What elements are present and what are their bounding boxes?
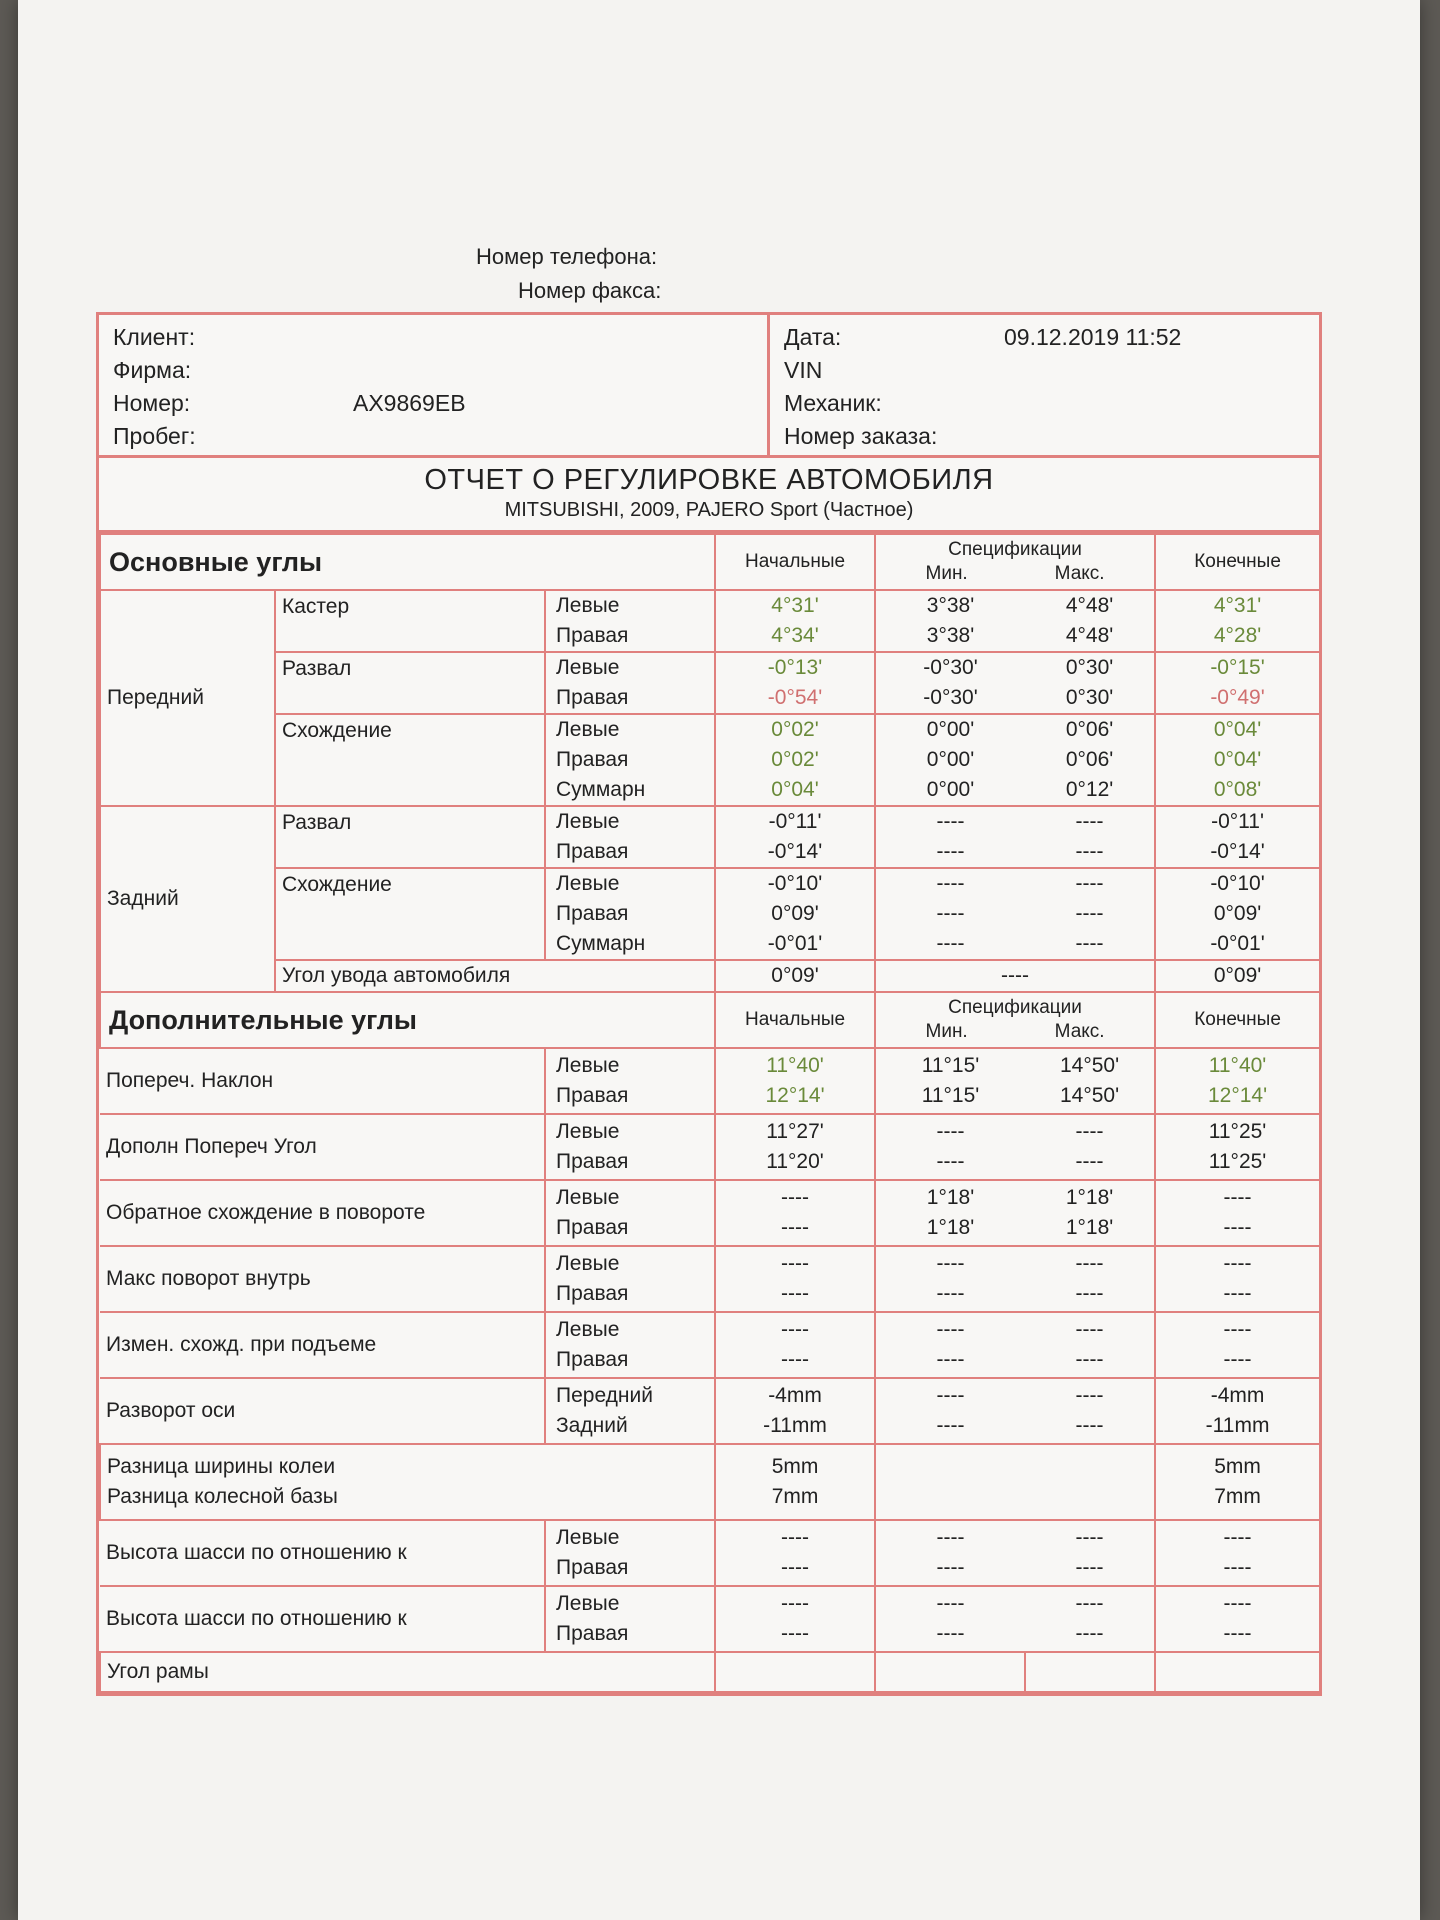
extra-section-title: Дополнительные углы	[100, 992, 715, 1048]
initial-value: -0°54'	[767, 686, 823, 709]
min-value-cell	[875, 1378, 1025, 1444]
final-value-cell	[1155, 1312, 1320, 1378]
initial-value: ----	[781, 1318, 810, 1341]
phone-label: Номер телефона:	[476, 244, 658, 269]
fax-label: Номер факса:	[518, 278, 662, 303]
side-label: Правая	[556, 686, 629, 709]
front-axle-label: Передний	[100, 590, 275, 806]
final-value-cell	[1155, 1378, 1320, 1444]
initial-value-cell	[715, 806, 875, 868]
final-value: ----	[1223, 1186, 1252, 1209]
thrust-spec: ----	[875, 960, 1155, 992]
extra-row	[100, 1048, 1320, 1114]
initial-value: ----	[781, 1556, 810, 1579]
mechanic-label: Механик:	[784, 390, 882, 416]
max-value: ----	[1075, 932, 1104, 955]
initial-value: 4°34'	[771, 624, 819, 647]
extra-row	[100, 1586, 1320, 1652]
side-label: Правая	[556, 840, 629, 863]
extra-name: Обратное схождение в повороте	[100, 1180, 545, 1246]
side-label: Левые	[556, 1186, 620, 1209]
max-value: ----	[1075, 1318, 1104, 1341]
side-label: Правая	[556, 1150, 629, 1173]
side-label: Левые	[556, 1526, 620, 1549]
min-value-cell	[875, 714, 1025, 806]
side-cell	[545, 1520, 715, 1586]
max-value-cell	[1025, 1180, 1155, 1246]
min-value: 3°38'	[926, 594, 975, 617]
min-value-cell	[875, 1114, 1025, 1180]
initial-value-cell	[715, 1444, 875, 1520]
max-value: ----	[1075, 1348, 1104, 1371]
final-value: 11°40'	[1208, 1054, 1267, 1077]
min-value-cell	[875, 868, 1025, 960]
max-value-cell	[1025, 1114, 1155, 1180]
min-label: Мин.	[925, 563, 968, 584]
max-value: ----	[1075, 902, 1104, 925]
side-label: Левые	[556, 594, 620, 617]
rear-axle-label: Задний	[100, 806, 275, 992]
final-value: -0°10'	[1210, 872, 1265, 895]
min-value-cell	[875, 1048, 1025, 1114]
final-value-cell	[1155, 868, 1320, 960]
number-label: Номер:	[113, 390, 191, 416]
track-row	[100, 1444, 1320, 1520]
spec-empty	[875, 1444, 1155, 1520]
extra-name: Макс поворот внутрь	[100, 1246, 545, 1312]
final-value-cell	[1155, 652, 1320, 714]
min-value: 0°00'	[926, 748, 975, 771]
report-sheet	[18, 0, 1420, 1920]
side-cell	[545, 714, 715, 806]
max-value-cell	[1025, 1048, 1155, 1114]
max-value: 14°50'	[1059, 1054, 1120, 1077]
max-value: ----	[1075, 1384, 1104, 1407]
final-value: 5mm	[1214, 1455, 1261, 1478]
side-cell	[545, 1246, 715, 1312]
final-value-cell	[1155, 1180, 1320, 1246]
max-value: ----	[1075, 1622, 1104, 1645]
final-value: -4mm	[1210, 1384, 1265, 1407]
max-value: 0°06'	[1065, 748, 1114, 771]
initial-value: -0°14'	[767, 840, 823, 863]
max-value: ----	[1075, 1592, 1104, 1615]
frame-empty	[1155, 1652, 1320, 1692]
side-cell	[545, 1048, 715, 1114]
extra-row	[100, 1246, 1320, 1312]
side-label: Левые	[556, 1054, 620, 1077]
final-value: ----	[1223, 1348, 1252, 1371]
spec-subheader	[882, 1020, 1148, 1044]
initial-value-cell	[715, 1378, 875, 1444]
initial-value: 5mm	[771, 1455, 819, 1478]
final-value: -0°14'	[1210, 840, 1265, 863]
min-value-cell	[875, 1586, 1025, 1652]
extra-row	[100, 1180, 1320, 1246]
initial-header: Начальные	[715, 992, 875, 1048]
initial-value: 0°02'	[771, 748, 819, 771]
report-title: ОТЧЕТ О РЕГУЛИРОВКЕ АВТОМОБИЛЯ	[424, 464, 994, 496]
vin-label: VIN	[784, 357, 823, 383]
frame-empty	[1025, 1652, 1155, 1692]
initial-value: -0°11'	[768, 810, 822, 833]
angle-row	[100, 652, 1320, 714]
final-value: -0°15'	[1210, 656, 1265, 679]
initial-value: ----	[781, 1216, 810, 1239]
max-value: 1°18'	[1065, 1186, 1114, 1209]
extra-name: Разворот оси	[100, 1378, 545, 1444]
final-value: 7mm	[1214, 1485, 1261, 1508]
angle-name: Схождение	[275, 868, 545, 960]
min-value-cell	[875, 1180, 1025, 1246]
main-section-header-row	[100, 534, 1320, 590]
min-value: -0°30'	[923, 686, 978, 709]
thrust-row	[100, 960, 1320, 992]
main-section-title: Основные углы	[100, 534, 715, 590]
max-value-cell	[1025, 714, 1155, 806]
initial-value: ----	[781, 1282, 810, 1305]
spec-header	[875, 992, 1155, 1048]
extra-name: Высота шасси по отношению к	[100, 1520, 545, 1586]
initial-value: -0°13'	[767, 656, 823, 679]
side-label: Суммарн	[556, 778, 646, 801]
final-header: Конечные	[1155, 992, 1320, 1048]
side-cell	[545, 868, 715, 960]
side-label: Правая	[556, 624, 629, 647]
min-value: ----	[936, 1120, 965, 1143]
extra-section-header-row	[100, 992, 1320, 1048]
vehicle-subtitle: MITSUBISHI, 2009, PAJERO Sport (Частное)	[504, 499, 914, 521]
initial-value-cell	[715, 1048, 875, 1114]
side-label: Задний	[556, 1414, 628, 1437]
final-value: 4°31'	[1213, 594, 1262, 617]
min-label: Мин.	[925, 1021, 968, 1042]
min-value: ----	[936, 1348, 965, 1371]
final-value: -11mm	[1205, 1414, 1270, 1437]
final-value: ----	[1223, 1556, 1252, 1579]
side-cell	[545, 1586, 715, 1652]
min-value: -0°30'	[923, 656, 978, 679]
final-value-cell	[1155, 1048, 1320, 1114]
final-header: Конечные	[1155, 534, 1320, 590]
initial-value: 11°20'	[766, 1150, 824, 1173]
initial-value-cell	[715, 652, 875, 714]
initial-value: 12°14'	[765, 1084, 825, 1107]
thrust-initial: 0°09'	[715, 960, 875, 992]
angle-row	[100, 590, 1320, 652]
final-value: -0°01'	[1210, 932, 1265, 955]
min-value: ----	[936, 1282, 965, 1305]
frame-empty	[875, 1652, 1025, 1692]
thrust-final: 0°09'	[1155, 960, 1320, 992]
min-value-cell	[875, 1312, 1025, 1378]
max-value: 0°30'	[1065, 686, 1114, 709]
max-value: 4°48'	[1065, 624, 1114, 647]
side-label: Левые	[556, 810, 620, 833]
min-value: ----	[936, 1384, 965, 1407]
min-value: ----	[936, 1622, 965, 1645]
final-value: -0°11'	[1211, 810, 1264, 833]
angle-row	[100, 714, 1320, 806]
angle-name: Развал	[275, 652, 545, 714]
extra-name: Дополн Попереч Угол	[100, 1114, 545, 1180]
max-value: ----	[1075, 1282, 1104, 1305]
final-value: ----	[1223, 1622, 1252, 1645]
min-value: ----	[936, 1414, 965, 1437]
final-value: 0°04'	[1213, 718, 1262, 741]
final-value-cell	[1155, 806, 1320, 868]
min-value: ----	[936, 1150, 965, 1173]
final-value: 0°09'	[1213, 902, 1262, 925]
max-label: Макс.	[1054, 1021, 1105, 1042]
side-cell	[545, 1312, 715, 1378]
side-cell	[545, 1114, 715, 1180]
max-value-cell	[1025, 1378, 1155, 1444]
max-value: 0°06'	[1065, 718, 1114, 741]
side-label: Правая	[556, 748, 629, 771]
min-value: 1°18'	[926, 1216, 975, 1239]
initial-value: -4mm	[768, 1384, 822, 1407]
initial-value: ----	[781, 1526, 810, 1549]
side-label: Правая	[556, 1216, 629, 1239]
min-value: ----	[936, 1592, 965, 1615]
max-value-cell	[1025, 1520, 1155, 1586]
side-label: Левые	[556, 1318, 620, 1341]
final-value: 11°25'	[1208, 1150, 1267, 1173]
side-label: Правая	[556, 1348, 629, 1371]
initial-value: 7mm	[771, 1485, 819, 1508]
max-value: 0°12'	[1065, 778, 1114, 801]
final-value: 12°14'	[1207, 1084, 1268, 1107]
final-value-cell	[1155, 714, 1320, 806]
side-cell	[545, 652, 715, 714]
final-value: 4°28'	[1213, 624, 1262, 647]
extra-name: Высота шасси по отношению к	[100, 1586, 545, 1652]
extra-row	[100, 1312, 1320, 1378]
side-cell	[545, 1378, 715, 1444]
frame-row	[100, 1652, 1320, 1692]
max-value: ----	[1075, 872, 1104, 895]
main-angles-table	[99, 533, 1321, 1693]
initial-value: 11°27'	[766, 1120, 824, 1143]
final-value: ----	[1223, 1216, 1252, 1239]
min-value: ----	[936, 932, 965, 955]
side-label: Суммарн	[556, 932, 646, 955]
max-value: 4°48'	[1065, 594, 1114, 617]
initial-value: 0°04'	[771, 778, 819, 801]
min-value: ----	[936, 902, 965, 925]
max-value: ----	[1075, 1414, 1104, 1437]
initial-value: 11°40'	[766, 1054, 824, 1077]
side-label: Правая	[556, 1084, 629, 1107]
min-value: 0°00'	[926, 778, 975, 801]
min-value-cell	[875, 652, 1025, 714]
max-value-cell	[1025, 652, 1155, 714]
max-value-cell	[1025, 1586, 1155, 1652]
final-value: ----	[1223, 1592, 1252, 1615]
initial-value-cell	[715, 1520, 875, 1586]
side-label: Передний	[556, 1384, 653, 1407]
min-value: 3°38'	[926, 624, 975, 647]
initial-value-cell	[715, 1180, 875, 1246]
side-label: Правая	[556, 1622, 629, 1645]
side-cell	[545, 590, 715, 652]
initial-value: ----	[781, 1348, 810, 1371]
max-value-cell	[1025, 1312, 1155, 1378]
max-value-cell	[1025, 806, 1155, 868]
mileage-label: Пробег:	[113, 423, 196, 449]
min-value: ----	[936, 1526, 965, 1549]
final-value-cell	[1155, 590, 1320, 652]
min-value-cell	[875, 806, 1025, 868]
final-value-cell	[1155, 1114, 1320, 1180]
final-value: ----	[1223, 1526, 1252, 1549]
final-value: 11°25'	[1208, 1120, 1267, 1143]
min-value-cell	[875, 590, 1025, 652]
min-value: ----	[936, 1556, 965, 1579]
track-name: Разница ширины колеи	[107, 1455, 336, 1478]
min-value-cell	[875, 1246, 1025, 1312]
max-value: ----	[1075, 1556, 1104, 1579]
extra-row	[100, 1114, 1320, 1180]
order-label: Номер заказа:	[784, 423, 938, 449]
min-value: 1°18'	[926, 1186, 975, 1209]
number-value: AX9869EB	[353, 390, 466, 416]
spec-subheader	[882, 562, 1148, 586]
angle-row	[100, 806, 1320, 868]
max-value: ----	[1075, 1252, 1104, 1275]
initial-value: ----	[781, 1622, 810, 1645]
initial-value: ----	[781, 1186, 810, 1209]
extra-name: Попереч. Наклон	[100, 1048, 545, 1114]
side-label: Левые	[556, 1120, 620, 1143]
max-label: Макс.	[1054, 563, 1105, 584]
angle-name: Схождение	[275, 714, 545, 806]
final-value-cell	[1155, 1444, 1320, 1520]
max-value-cell	[1025, 1246, 1155, 1312]
initial-value-cell	[715, 1312, 875, 1378]
final-value-cell	[1155, 1520, 1320, 1586]
side-label: Левые	[556, 1252, 620, 1275]
max-value: ----	[1075, 840, 1104, 863]
side-label: Левые	[556, 1592, 620, 1615]
initial-value-cell	[715, 868, 875, 960]
side-label: Правая	[556, 1282, 629, 1305]
spec-header	[875, 534, 1155, 590]
min-value: ----	[936, 1318, 965, 1341]
date-value: 09.12.2019 11:52	[1004, 324, 1182, 350]
extra-name: Измен. схожд. при подъеме	[100, 1312, 545, 1378]
min-value-cell	[875, 1520, 1025, 1586]
final-value: 0°04'	[1213, 748, 1262, 771]
final-value: -0°49'	[1210, 686, 1265, 709]
side-label: Правая	[556, 1556, 629, 1579]
side-cell	[545, 1180, 715, 1246]
initial-value: -11mm	[763, 1414, 827, 1437]
side-label: Левые	[556, 718, 620, 741]
final-value: ----	[1223, 1252, 1252, 1275]
final-value: ----	[1223, 1282, 1252, 1305]
frame-label: Угол рамы	[100, 1652, 715, 1692]
angle-name: Развал	[275, 806, 545, 868]
max-value: ----	[1075, 1120, 1104, 1143]
track-name: Разница колесной базы	[107, 1485, 338, 1508]
initial-value: 0°02'	[771, 718, 819, 741]
firm-label: Фирма:	[113, 357, 192, 383]
initial-value-cell	[715, 1586, 875, 1652]
min-value: 0°00'	[926, 718, 975, 741]
initial-value: ----	[781, 1592, 810, 1615]
final-value: ----	[1223, 1318, 1252, 1341]
min-value: ----	[936, 1252, 965, 1275]
max-value: ----	[1075, 810, 1104, 833]
initial-header: Начальные	[715, 534, 875, 590]
max-value-cell	[1025, 868, 1155, 960]
initial-value: 0°09'	[771, 902, 819, 925]
final-value-cell	[1155, 1586, 1320, 1652]
frame-empty	[715, 1652, 875, 1692]
initial-value-cell	[715, 1246, 875, 1312]
title-block	[99, 458, 1319, 533]
max-value: 0°30'	[1065, 656, 1114, 679]
thrust-label: Угол увода автомобиля	[275, 960, 715, 992]
side-cell	[545, 806, 715, 868]
angle-name: Кастер	[275, 590, 545, 652]
angle-row	[100, 868, 1320, 960]
side-label: Правая	[556, 902, 629, 925]
spec-label: Спецификации	[948, 997, 1082, 1018]
min-value: ----	[936, 872, 965, 895]
final-value: 0°08'	[1213, 778, 1262, 801]
extra-row	[100, 1378, 1320, 1444]
side-label: Левые	[556, 656, 620, 679]
min-value: 11°15'	[921, 1084, 980, 1107]
date-label: Дата:	[784, 324, 842, 350]
max-value: ----	[1075, 1150, 1104, 1173]
min-value: ----	[936, 840, 965, 863]
max-value-cell	[1025, 590, 1155, 652]
side-label: Левые	[556, 872, 620, 895]
initial-value-cell	[715, 1114, 875, 1180]
alignment-report	[96, 312, 1322, 1696]
initial-value-cell	[715, 714, 875, 806]
client-label: Клиент:	[113, 324, 196, 350]
final-value-cell	[1155, 1246, 1320, 1312]
min-value: 11°15'	[921, 1054, 980, 1077]
max-value: 14°50'	[1059, 1084, 1120, 1107]
initial-value: -0°01'	[767, 932, 823, 955]
initial-value: -0°10'	[767, 872, 823, 895]
extra-row	[100, 1520, 1320, 1586]
report-header	[99, 315, 1319, 458]
spec-label: Спецификации	[948, 539, 1082, 560]
track-names	[100, 1444, 715, 1520]
initial-value-cell	[715, 590, 875, 652]
max-value: 1°18'	[1065, 1216, 1114, 1239]
min-value: ----	[936, 810, 965, 833]
initial-value: ----	[781, 1252, 810, 1275]
max-value: ----	[1075, 1526, 1104, 1549]
initial-value: 4°31'	[771, 594, 819, 617]
